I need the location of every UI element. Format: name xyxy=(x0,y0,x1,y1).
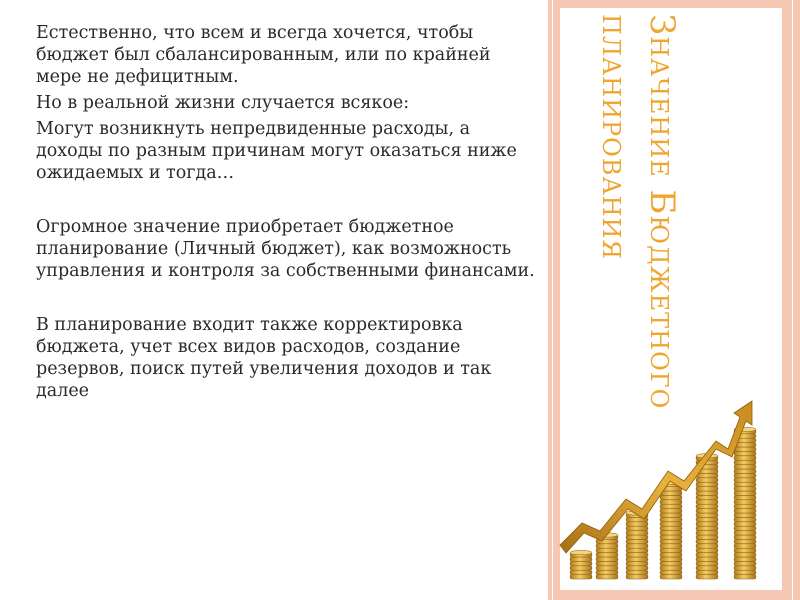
coin xyxy=(660,526,682,530)
coin xyxy=(696,566,718,570)
coin xyxy=(660,539,682,543)
coin xyxy=(660,553,682,557)
coin xyxy=(696,482,718,486)
coin xyxy=(696,557,718,561)
coin xyxy=(626,531,648,535)
coin xyxy=(734,570,756,574)
coin xyxy=(596,553,618,557)
coin xyxy=(570,566,592,570)
coin xyxy=(570,570,592,574)
coin xyxy=(696,539,718,543)
coin xyxy=(734,531,756,535)
coin xyxy=(696,487,718,491)
coin xyxy=(734,451,756,455)
coin xyxy=(626,566,648,570)
coin xyxy=(596,566,618,570)
coin xyxy=(734,561,756,565)
coin xyxy=(734,539,756,543)
coin xyxy=(696,478,718,482)
title-line-1: Значение Бюджетного xyxy=(642,14,682,410)
coin-top xyxy=(570,550,592,554)
coin xyxy=(734,460,756,464)
paragraph-3: Могут возникнуть непредвиденные расходы, а доходы по разным причинам могут оказаться ниже ожидаемых и тогда… xyxy=(36,119,517,183)
coin xyxy=(660,570,682,574)
coin xyxy=(660,535,682,539)
coin xyxy=(660,500,682,504)
coin xyxy=(734,544,756,548)
slide-body xyxy=(36,22,536,406)
coin xyxy=(734,517,756,521)
coin xyxy=(660,495,682,499)
coin xyxy=(734,548,756,552)
coin xyxy=(696,531,718,535)
coin xyxy=(660,491,682,495)
coin xyxy=(734,522,756,526)
coin xyxy=(596,548,618,552)
growth-arrow xyxy=(560,401,752,553)
coin xyxy=(596,570,618,574)
paragraph-2: Но в реальной жизни случается всякое: xyxy=(36,93,410,113)
coin xyxy=(596,557,618,561)
coin xyxy=(696,548,718,552)
coin xyxy=(734,478,756,482)
coin xyxy=(734,487,756,491)
coin xyxy=(696,553,718,557)
slide-title xyxy=(576,14,686,454)
coin xyxy=(734,513,756,517)
paragraph-4: Огромное значение приобретает бюджетное планирование (Личный бюджет), как возможность управления и контроля за собственными финансами. xyxy=(36,217,535,281)
coin xyxy=(596,575,618,579)
panel-border-line xyxy=(552,0,553,600)
coin xyxy=(626,548,648,552)
title-line-2: планирования xyxy=(594,14,634,260)
coin xyxy=(696,517,718,521)
coin xyxy=(696,513,718,517)
coin xyxy=(734,504,756,508)
coin xyxy=(660,522,682,526)
coin xyxy=(626,553,648,557)
coin xyxy=(626,544,648,548)
coin xyxy=(696,495,718,499)
coin xyxy=(734,509,756,513)
coin xyxy=(660,548,682,552)
panel-border-line xyxy=(792,0,793,600)
coin xyxy=(660,531,682,535)
coin xyxy=(696,535,718,539)
coin xyxy=(660,557,682,561)
coin xyxy=(696,504,718,508)
coin xyxy=(626,535,648,539)
coin xyxy=(734,526,756,530)
coin xyxy=(734,482,756,486)
coin xyxy=(626,561,648,565)
coin xyxy=(626,557,648,561)
coin xyxy=(734,447,756,451)
coin xyxy=(696,575,718,579)
coin xyxy=(734,500,756,504)
coin xyxy=(660,504,682,508)
coin xyxy=(696,491,718,495)
coin xyxy=(660,561,682,565)
coin xyxy=(660,513,682,517)
coin xyxy=(734,469,756,473)
coin xyxy=(570,575,592,579)
paragraph-5: В планирование входит также корректировка бюджета, учет всех видов расходов, создание резервов, поиск путей увеличения доходов и так далее xyxy=(36,315,492,401)
coin xyxy=(734,575,756,579)
paragraph-1: Естественно, что всем и всегда хочется, чтобы бюджет был сбалансированным, или по крайней мере не дефицитным. xyxy=(36,23,491,87)
coin xyxy=(696,526,718,530)
coin-stacks-growth-arrow-icon xyxy=(556,395,770,585)
coin xyxy=(696,561,718,565)
coin xyxy=(734,495,756,499)
coin xyxy=(660,509,682,513)
coin xyxy=(734,557,756,561)
coin xyxy=(596,561,618,565)
coin xyxy=(734,535,756,539)
coin xyxy=(734,553,756,557)
coin xyxy=(570,561,592,565)
coin xyxy=(696,509,718,513)
coin xyxy=(734,566,756,570)
coin xyxy=(626,539,648,543)
coin xyxy=(596,544,618,548)
coin xyxy=(696,522,718,526)
coin xyxy=(660,517,682,521)
coin xyxy=(696,500,718,504)
coin xyxy=(660,544,682,548)
coin xyxy=(696,570,718,574)
coin xyxy=(660,575,682,579)
coin xyxy=(734,491,756,495)
coin xyxy=(734,473,756,477)
coin xyxy=(734,465,756,469)
coin xyxy=(626,522,648,526)
coin xyxy=(696,473,718,477)
coin xyxy=(570,557,592,561)
coin xyxy=(660,566,682,570)
coin xyxy=(626,570,648,574)
coin xyxy=(626,575,648,579)
coin xyxy=(696,544,718,548)
coin xyxy=(734,456,756,460)
coin xyxy=(626,526,648,530)
